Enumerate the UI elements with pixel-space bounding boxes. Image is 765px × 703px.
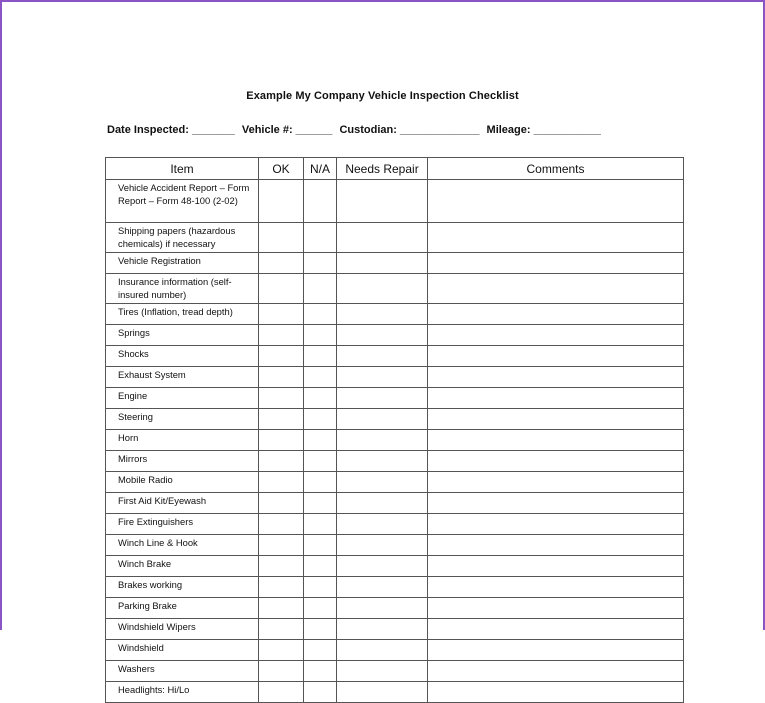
comments-cell [428, 274, 684, 304]
table-row [106, 346, 684, 367]
na-cell [304, 180, 337, 223]
comments-cell [428, 409, 684, 430]
ok-cell [259, 577, 304, 598]
document-title: Example My Company Vehicle Inspection Checklist [246, 90, 519, 102]
item-label: Steering [106, 409, 259, 430]
table-row [106, 598, 684, 619]
comments-cell [428, 682, 684, 703]
table-row [106, 325, 684, 346]
ok-cell [259, 514, 304, 535]
na-cell [304, 388, 337, 409]
item-label: Shipping papers (hazardous chemicals) if necessary [106, 223, 259, 253]
table-header-row [106, 158, 684, 180]
needs-repair-cell [337, 180, 428, 223]
item-label: Springs [106, 325, 259, 346]
table-row [106, 535, 684, 556]
na-cell [304, 451, 337, 472]
item-label: Horn [106, 430, 259, 451]
ok-cell [259, 223, 304, 253]
item-label: Vehicle Accident Report – Form Report – Form 48-100 (2-02) [106, 180, 259, 223]
needs-repair-cell [337, 493, 428, 514]
header-ok: OK [259, 158, 304, 180]
table-row [106, 367, 684, 388]
vehicle-number-field: Vehicle #: ______ [241, 124, 333, 136]
item-label: Washers [106, 661, 259, 682]
comments-cell [428, 661, 684, 682]
header-needs-repair: Needs Repair [337, 158, 428, 180]
comments-cell [428, 451, 684, 472]
na-cell [304, 346, 337, 367]
table-row [106, 577, 684, 598]
ok-cell [259, 180, 304, 223]
needs-repair-cell [337, 451, 428, 472]
item-label: Exhaust System [106, 367, 259, 388]
table-row [106, 223, 684, 253]
item-label: Mirrors [106, 451, 259, 472]
comments-cell [428, 514, 684, 535]
table-row [106, 619, 684, 640]
item-label: Brakes working [106, 577, 259, 598]
na-cell [304, 472, 337, 493]
item-label: Fire Extinguishers [106, 514, 259, 535]
comments-cell [428, 535, 684, 556]
na-cell [304, 598, 337, 619]
needs-repair-cell [337, 577, 428, 598]
na-cell [304, 556, 337, 577]
needs-repair-cell [337, 619, 428, 640]
item-label: Insurance information (self-insured number) [106, 274, 259, 304]
comments-cell [428, 253, 684, 274]
needs-repair-cell [337, 388, 428, 409]
item-label: First Aid Kit/Eyewash [106, 493, 259, 514]
comments-cell [428, 472, 684, 493]
ok-cell [259, 451, 304, 472]
table-row [106, 661, 684, 682]
item-label: Tires (Inflation, tread depth) [106, 304, 259, 325]
ok-cell [259, 325, 304, 346]
na-cell [304, 367, 337, 388]
na-cell [304, 577, 337, 598]
ok-cell [259, 493, 304, 514]
ok-cell [259, 640, 304, 661]
item-label: Mobile Radio [106, 472, 259, 493]
na-cell [304, 304, 337, 325]
na-cell [304, 409, 337, 430]
comments-cell [428, 325, 684, 346]
ok-cell [259, 430, 304, 451]
comments-cell [428, 367, 684, 388]
table-row [106, 409, 684, 430]
needs-repair-cell [337, 274, 428, 304]
item-label: Headlights: Hi/Lo [106, 682, 259, 703]
comments-cell [428, 388, 684, 409]
needs-repair-cell [337, 598, 428, 619]
needs-repair-cell [337, 661, 428, 682]
na-cell [304, 640, 337, 661]
comments-cell [428, 223, 684, 253]
comments-cell [428, 598, 684, 619]
needs-repair-cell [337, 253, 428, 274]
na-cell [304, 661, 337, 682]
na-cell [304, 223, 337, 253]
ok-cell [259, 472, 304, 493]
table-row [106, 180, 684, 223]
inspection-table [105, 157, 684, 703]
na-cell [304, 535, 337, 556]
item-label: Shocks [106, 346, 259, 367]
needs-repair-cell [337, 223, 428, 253]
table-row [106, 682, 684, 703]
ok-cell [259, 274, 304, 304]
table-row [106, 430, 684, 451]
table-row [106, 304, 684, 325]
needs-repair-cell [337, 556, 428, 577]
table-row [106, 388, 684, 409]
needs-repair-cell [337, 514, 428, 535]
table-row [106, 451, 684, 472]
needs-repair-cell [337, 640, 428, 661]
comments-cell [428, 304, 684, 325]
item-label: Parking Brake [106, 598, 259, 619]
ok-cell [259, 388, 304, 409]
table-row [106, 514, 684, 535]
na-cell [304, 430, 337, 451]
needs-repair-cell [337, 367, 428, 388]
item-label: Winch Brake [106, 556, 259, 577]
needs-repair-cell [337, 346, 428, 367]
na-cell [304, 493, 337, 514]
comments-cell [428, 346, 684, 367]
needs-repair-cell [337, 409, 428, 430]
comments-cell [428, 430, 684, 451]
table-row [106, 556, 684, 577]
ok-cell [259, 367, 304, 388]
needs-repair-cell [337, 472, 428, 493]
item-label: Windshield [106, 640, 259, 661]
table-row [106, 493, 684, 514]
ok-cell [259, 304, 304, 325]
needs-repair-cell [337, 535, 428, 556]
ok-cell [259, 535, 304, 556]
table-row [106, 640, 684, 661]
item-label: Vehicle Registration [106, 253, 259, 274]
needs-repair-cell [337, 325, 428, 346]
ok-cell [259, 619, 304, 640]
ok-cell [259, 682, 304, 703]
na-cell [304, 253, 337, 274]
na-cell [304, 514, 337, 535]
na-cell [304, 682, 337, 703]
needs-repair-cell [337, 430, 428, 451]
header-comments: Comments [428, 158, 684, 180]
table-row [106, 253, 684, 274]
comments-cell [428, 180, 684, 223]
header-na: N/A [304, 158, 337, 180]
item-label: Winch Line & Hook [106, 535, 259, 556]
mileage-field: Mileage: ___________ [486, 124, 601, 136]
ok-cell [259, 409, 304, 430]
na-cell [304, 325, 337, 346]
custodian-field: Custodian: _____________ [339, 124, 480, 136]
ok-cell [259, 253, 304, 274]
na-cell [304, 619, 337, 640]
comments-cell [428, 556, 684, 577]
table-row [106, 274, 684, 304]
ok-cell [259, 598, 304, 619]
na-cell [304, 274, 337, 304]
comments-cell [428, 577, 684, 598]
ok-cell [259, 556, 304, 577]
ok-cell [259, 661, 304, 682]
item-label: Engine [106, 388, 259, 409]
comments-cell [428, 640, 684, 661]
needs-repair-cell [337, 304, 428, 325]
comments-cell [428, 619, 684, 640]
date-inspected-field: Date Inspected: _______ [107, 124, 235, 136]
header-fields [107, 124, 605, 136]
comments-cell [428, 493, 684, 514]
header-item: Item [106, 158, 259, 180]
needs-repair-cell [337, 682, 428, 703]
ok-cell [259, 346, 304, 367]
table-row [106, 472, 684, 493]
item-label: Windshield Wipers [106, 619, 259, 640]
